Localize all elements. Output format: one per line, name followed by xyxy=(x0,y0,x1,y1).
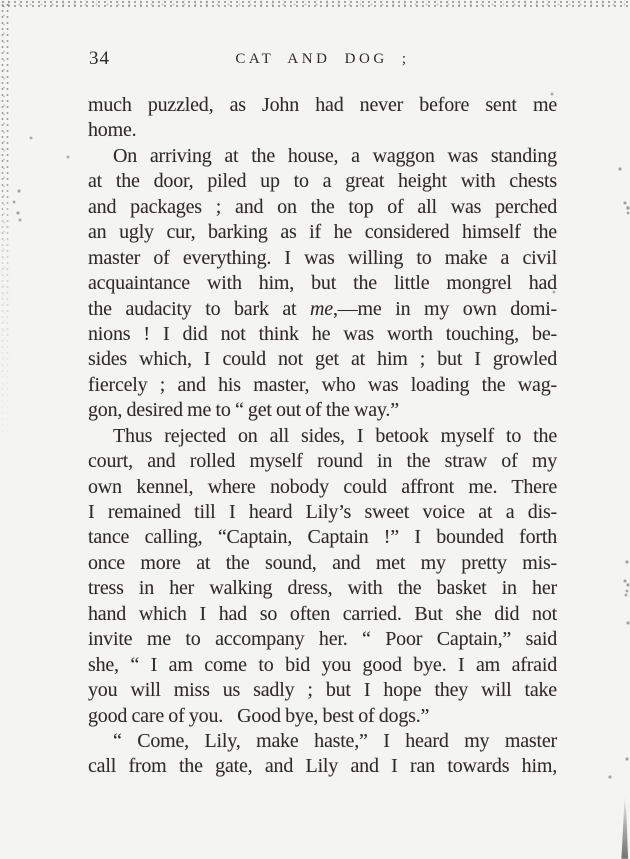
text-line xyxy=(88,525,557,550)
text-segment: much puzzled, as John had never before sent me xyxy=(88,94,557,116)
text-segment: and packages ; and on the top of all was perched xyxy=(88,195,557,218)
text-segment: On arriving at the house, a waggon was standing xyxy=(113,144,557,167)
text-line xyxy=(88,93,557,118)
paragraph xyxy=(88,729,557,780)
page-body xyxy=(88,93,557,780)
text-segment: home. xyxy=(88,119,137,142)
text-segment: hand which I had so often carried. But she did not xyxy=(88,602,557,625)
text-segment: you will miss us sadly ; but I hope they will take xyxy=(88,679,557,702)
text-segment: own kennel, where nobody could affront me. There xyxy=(88,475,557,498)
text-line xyxy=(88,551,557,576)
text-line xyxy=(88,576,557,601)
text-segment: sides which, I could not get at him ; but I growled xyxy=(88,348,557,371)
scan-speckles xyxy=(0,0,2,2)
text-line xyxy=(88,602,557,627)
text-line xyxy=(88,678,557,703)
text-segment: fiercely ; and his master, who was loading the wag- xyxy=(88,373,557,396)
text-line xyxy=(88,347,557,372)
text-segment: the audacity to bark at xyxy=(88,297,311,320)
text-line xyxy=(88,475,557,500)
text-segment: acquaintance with him, but the little mongrel had xyxy=(88,272,557,295)
text-line xyxy=(88,195,557,220)
text-segment: I remained till I heard Lily’s sweet voice at a dis- xyxy=(88,501,557,523)
text-line xyxy=(88,398,557,423)
text-segment: “ Come, Lily, make haste,” I heard my master xyxy=(113,729,557,752)
text-segment: she, “ I am come to bid you good bye. I am afraid xyxy=(88,653,557,676)
text-line xyxy=(88,424,557,449)
paragraph xyxy=(88,144,557,424)
scan-streak-bottom-right xyxy=(620,795,629,859)
text-line xyxy=(88,500,557,525)
page-header xyxy=(88,48,557,72)
text-segment: master of everything. I was willing to make a civil xyxy=(88,246,557,269)
text-segment: Thus rejected on all sides, I betook myself to the xyxy=(113,424,557,447)
text-block xyxy=(88,48,558,778)
text-segment: tress in her walking dress, with the basket in her xyxy=(88,577,557,600)
text-line xyxy=(88,220,557,245)
text-line xyxy=(88,297,557,322)
text-line xyxy=(88,169,557,194)
text-line xyxy=(88,729,557,754)
text-line xyxy=(88,627,557,652)
text-segment: call from the gate, and Lily and I ran towards him, xyxy=(88,755,557,778)
text-segment: once more at the sound, and met my pretty mis- xyxy=(88,551,557,574)
italic-word: me xyxy=(310,297,333,320)
text-segment: good care of you. Good bye, best of dogs.” xyxy=(88,704,430,727)
text-segment: nions ! I did not think he was worth touching, be- xyxy=(88,322,557,345)
running-title: CAT AND DOG ; xyxy=(235,51,410,67)
text-segment: tance calling, “Captain, Captain !” I bounded forth xyxy=(88,526,557,549)
text-segment: court, and rolled myself round in the straw of my xyxy=(88,450,557,473)
scan-noise-top-edge xyxy=(0,0,630,7)
text-segment: an ugly cur, barking as if he considered himself the xyxy=(88,221,557,244)
text-segment: ,—me in my own domi- xyxy=(332,297,558,320)
text-line xyxy=(88,271,557,296)
text-line xyxy=(88,373,557,398)
text-segment: gon, desired me to “ get out of the way.” xyxy=(88,399,399,422)
text-line xyxy=(88,118,557,143)
text-line xyxy=(88,704,557,729)
text-line xyxy=(88,246,557,271)
text-segment: invite me to accompany her. “ Poor Captain,” said xyxy=(88,628,557,651)
text-line xyxy=(88,754,557,779)
paragraph xyxy=(88,93,557,144)
text-segment: at the door, piled up to a great height with chests xyxy=(88,170,557,193)
page-number: 34 xyxy=(89,48,110,69)
text-line xyxy=(88,322,557,347)
scan-noise-left-edge xyxy=(0,2,9,462)
paragraph xyxy=(88,424,557,729)
text-line xyxy=(88,653,557,678)
text-line xyxy=(88,449,557,474)
text-line xyxy=(88,144,557,169)
